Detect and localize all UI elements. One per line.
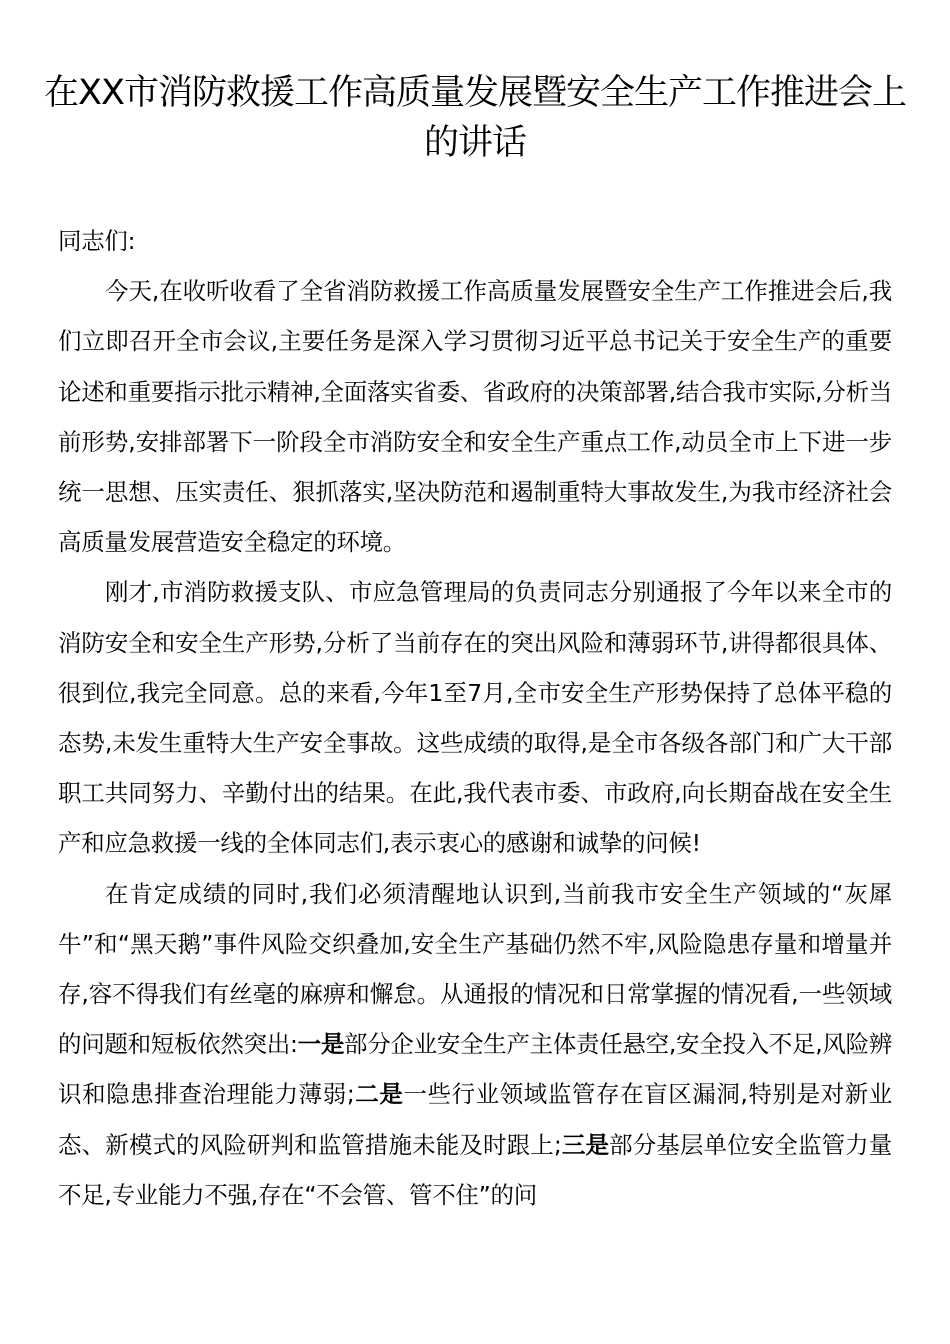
problems-intro: 在肯定成绩的同时,我们必须清醒地认识到,当前我市安全生产领域的“灰犀牛”和“黑天鹅”事件风险交织叠加,安全生产基础仍然不牢,风险隐患存量和增量并存,容不得我们有丝毫的麻痹和懈怠。从通报的情况和日常掌握的情况看,一些领域的问题和短板依然突出: (58, 879, 892, 1059)
salutation: 同志们: (58, 227, 136, 255)
point-3-label: 三是 (561, 1130, 610, 1159)
point-1-text: 部分企业安全生产主体责任悬空,安全投入不足,风险辨识和隐患排查治理能力薄弱; (58, 1030, 892, 1109)
document-title: 在XX市消防救援工作高质量发展暨安全生产工作推进会上的讲话 (44, 73, 906, 163)
paragraph-opening: 今天,在收听收看了全省消防救援工作高质量发展暨安全生产工作推进会后,我们立即召开全市会议,主要任务是深入学习贯彻习近平总书记关于安全生产的重要论述和重要指示批示精神,全面落实省委、省政府的决策部署,结合我市实际,分析当前形势,安排部署下一阶段全市消防安全和安全生产重点工作,动员全市上下进一步统一思想、压实责任、狠抓落实,坚决防范和遏制重特大事故发生,为我市经济社会高质量发展营造安全稳定的环境。 (58, 277, 892, 557)
paragraph-achievements: 刚才,市消防救援支队、市应急管理局的负责同志分别通报了今年以来全市的消防安全和安全生产形势,分析了当前存在的突出风险和薄弱环节,讲得都很具体、很到位,我完全同意。总的来看,今年1至7月,全市安全生产形势保持了总体平稳的态势,未发生重特大生产安全事故。这些成绩的取得,是全市各级各部门和广大干部职工共同努力、辛勤付出的结果。在此,我代表市委、市政府,向长期奋战在安全生产和应急救援一线的全体同志们,表示衷心的感谢和诚挚的问候! (58, 578, 892, 858)
point-1-label: 一是 (297, 1030, 345, 1059)
point-2-label: 二是 (354, 1080, 404, 1109)
paragraph-problems (58, 869, 892, 1220)
document-body (58, 216, 892, 1220)
point-2-text: 一些行业领域监管存在盲区漏洞,特别是对新业态、新模式的风险研判和监管措施未能及时跟上; (58, 1080, 892, 1159)
point-3-text: 部分基层单位安全监管力量不足,专业能力不强,存在“不会管、管不住”的问 (58, 1130, 892, 1209)
